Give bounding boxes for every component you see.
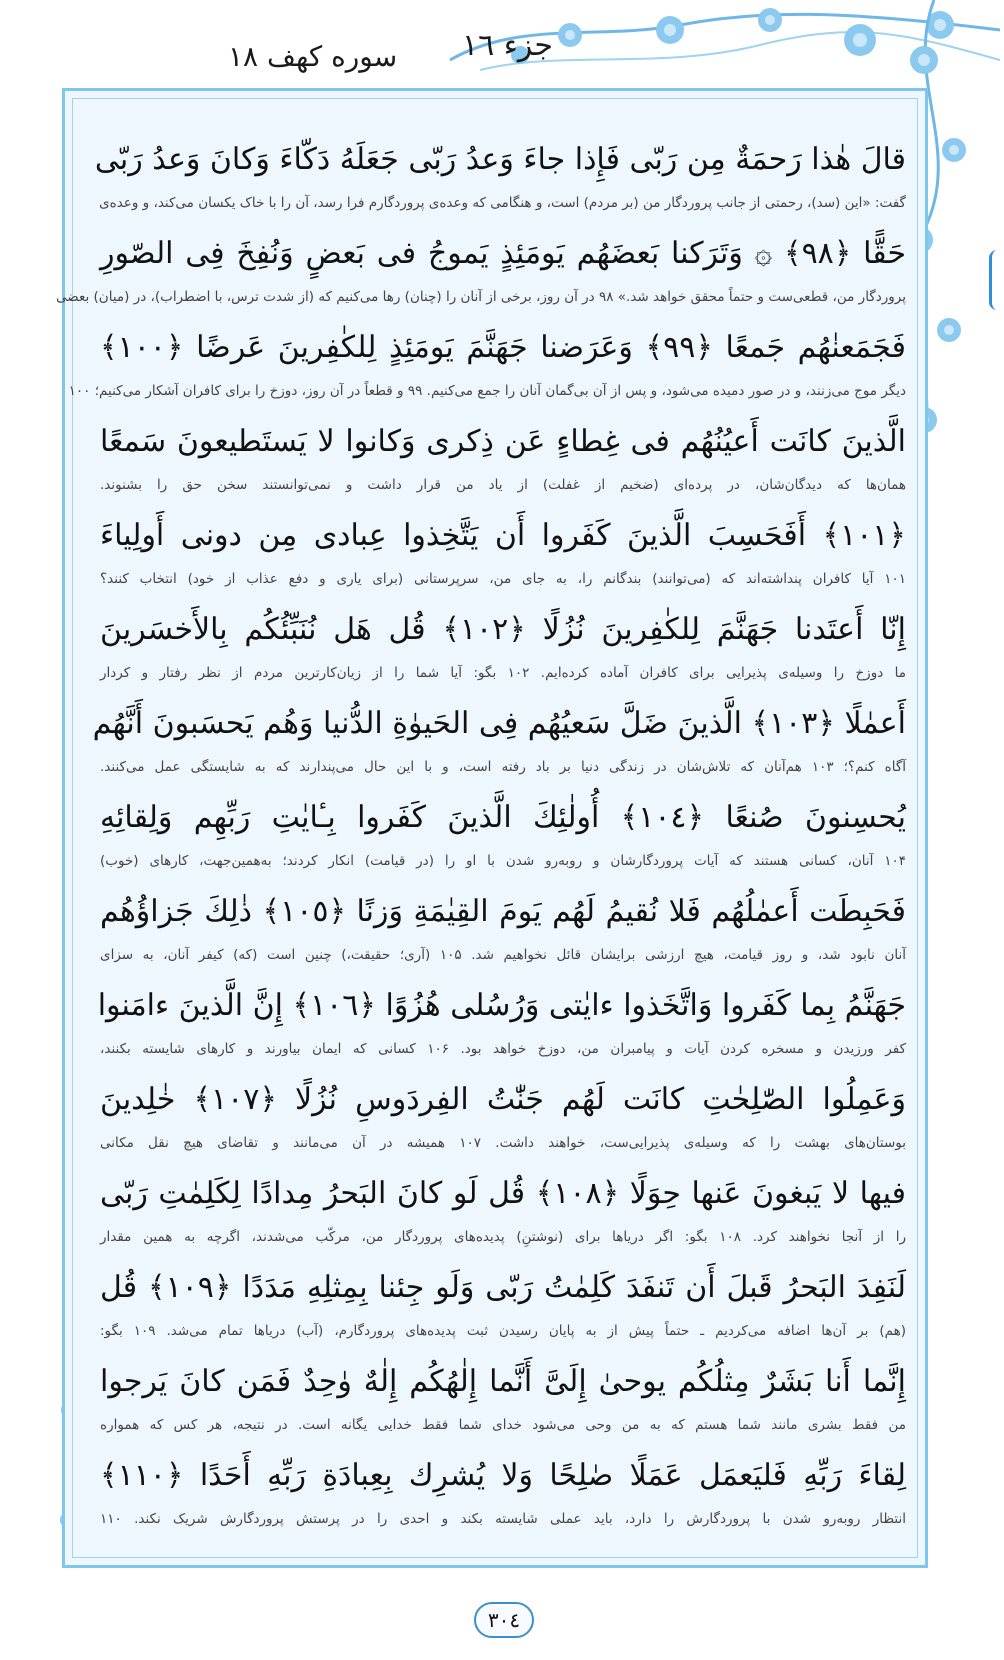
- arabic-text: أَعمٰلًا ﴿١٠٣﴾ الَّذينَ ضَلَّ سَعيُهُم فِى الحَيوٰةِ الدُّنيا وَهُم يَحسَبونَ أَنَّهُم: [92, 706, 906, 741]
- page-header: [0, 0, 1004, 90]
- verse-line: [100, 788, 906, 882]
- page-number-ornament: [462, 1594, 542, 1644]
- surah-label: سوره كهف ١٨: [228, 40, 398, 73]
- persian-translation: (هم) بر آن‌ها اضافه می‌کردیم ـ حتماً پیش از به پایان رسیدن ثبت پدیده‌های پروردگارم، (آب) دریاها تمام می‌شد. ۱۰۹ بگو:: [100, 1323, 906, 1339]
- arabic-text: فيها لا يَبغونَ عَنها حِوَلًا ﴿١٠٨﴾ قُل لَو كانَ البَحرُ مِدادًا لِكَلِمٰتِ رَبّى: [100, 1176, 906, 1211]
- persian-translation: همان‌ها که دیدگان‌شان، در پرده‌ای (ضخیم از غفلت) از یاد من قرار داشت و نمی‌توانستند سخن حق را بشنوند.: [100, 477, 906, 493]
- persian-translation: دیگر موج می‌زنند، و در صور دمیده می‌شود، و پس از آن بی‌گمان آنان را جمع می‌کنیم. ۹۹ و قطعاً در آن روز، دوزخ را برای کافران آشکار می‌کنیم؛ ۱۰۰: [68, 383, 906, 399]
- persian-translation: پروردگار من، قطعی‌ست و حتماً محقق خواهد شد.» ۹۸ در آن روز، برخی از آنان را (چنان) رها می‌کنیم که (از شدت ترس، با اضطراب)، در (میان) بعضی: [56, 289, 906, 305]
- juz-label: جزء ١٦: [462, 28, 553, 63]
- arabic-text: وَعَمِلُوا الصّٰلِحٰتِ كانَت لَهُم جَنّٰتُ الفِردَوسِ نُزُلًا ﴿١٠٧﴾ خٰلِدينَ: [100, 1082, 906, 1117]
- verse-line: [97, 976, 907, 1070]
- verse-line: [100, 412, 906, 506]
- persian-translation: انتظار روبه‌رو شدن با پروردگارش را دارد، باید عملی شایسته بکند و احدی را در پرستش پروردگارش شریک نکند. ۱۱۰: [100, 1511, 906, 1527]
- page-edge-marker: [989, 250, 1004, 310]
- verse-line: [100, 1164, 906, 1258]
- arabic-text: جَهَنَّمُ بِما كَفَروا وَاتَّخَذوا ءايٰتى وَرُسُلى هُزُوًا ﴿١٠٦﴾ إِنَّ الَّذينَ ءامَنوا: [97, 988, 906, 1023]
- arabic-text: إِنَّما أَنا بَشَرٌ مِثلُكُم يوحىٰ إِلَىَّ أَنَّما إِلٰهُكُم إِلٰهٌ وٰحِدٌ فَمَن كانَ يَرجوا: [100, 1364, 906, 1399]
- persian-translation: ۱۰۱ آیا کافران پنداشته‌اند که (می‌توانند) بندگانم را، به جای من، سرپرستانی (برای یاری و دفع عذاب از خود) انتخاب کنند؟: [100, 571, 906, 587]
- verse-line: [100, 600, 906, 694]
- verse-line: [100, 882, 906, 976]
- verse-line: [92, 694, 906, 788]
- arabic-text: الَّذينَ كانَت أَعيُنُهُم فى غِطاءٍ عَن ذِكرى وَكانوا لا يَستَطيعونَ سَمعًا: [100, 424, 906, 459]
- persian-translation: ما دوزخ را وسیله‌ی پذیرایی برای کافران آماده کرده‌ایم. ۱۰۲ بگو: آیا شما را از زیان‌کارترین مردم از نظر رفتار و کردار: [100, 665, 906, 681]
- arabic-text: ﴿١٠١﴾ أَفَحَسِبَ الَّذينَ كَفَروا أَن يَتَّخِذوا عِبادى مِن دونى أَولِياءَ: [100, 518, 906, 553]
- arabic-text: فَجَمَعنٰهُم جَمعًا ﴿٩٩﴾ وَعَرَضنا جَهَنَّمَ يَومَئِذٍ لِلكٰفِرينَ عَرضًا ﴿١٠٠﴾: [100, 330, 906, 365]
- persian-translation: ۱۰۴ آنان، کسانی هستند که آیات پروردگارشان و روبه‌رو شدن با او را (در قیامت) انکار کردند؛ به‌همین‌جهت، کارهای (خوب): [100, 853, 906, 869]
- verse-line: [56, 224, 906, 318]
- persian-translation: گفت: «این (سد)، رحمتی از جانب پروردگار من (بر مردم) است، و هنگامی که وعده‌ی پروردگارم فرا رسد، آن را با خاک یکسان می‌کند، و وعده‌ی: [99, 195, 906, 211]
- verse-line: [100, 506, 906, 600]
- persian-translation: کفر ورزیدن و مسخره کردن آیات و پیامبران من، دوزخ خواهد بود. ۱۰۶ کسانی که ایمان بیاورند و کارهای شایسته بکنند،: [100, 1041, 907, 1057]
- verse-line: [94, 130, 906, 224]
- arabic-text: حَقًّا ﴿٩٨﴾ ۞ وَتَرَكنا بَعضَهُم يَومَئِذٍ يَموجُ فى بَعضٍ وَنُفِخَ فِى الصّورِ: [100, 236, 906, 271]
- arabic-text: قالَ هٰذا رَحمَةٌ مِن رَبّى فَإِذا جاءَ وَعدُ رَبّى جَعَلَهُ دَكّاءَ وَكانَ وَعدُ رَبّى: [94, 142, 906, 177]
- verse-content: [56, 130, 907, 1540]
- persian-translation: آگاه کنم؟؛ ۱۰۳ هم‌آنان که تلاش‌شان در زندگی دنیا بر باد رفته است، و با این حال می‌پندارند که به شایستگی عمل می‌کنند.: [100, 759, 906, 775]
- arabic-text: لَنَفِدَ البَحرُ قَبلَ أَن تَنفَدَ كَلِمٰتُ رَبّى وَلَو جِئنا بِمِثلِهِ مَدَدًا ﴿١٠٩﴾ قُل: [100, 1270, 906, 1305]
- persian-translation: بوستان‌های بهشت را که وسیله‌ی پذیرایی‌ست، خواهند داشت. ۱۰۷ همیشه در آن می‌مانند و تقاضای هیچ نقل مکانی: [100, 1135, 907, 1151]
- persian-translation: را از آنجا نخواهند کرد. ۱۰۸ بگو: اگر دریاها برای (نوشتنِ) پدیده‌های پروردگار من، مرکّب می‌شدند، اگرچه به همین مقدار: [100, 1229, 906, 1245]
- arabic-text: يُحسِنونَ صُنعًا ﴿١٠٤﴾ أُولٰئِكَ الَّذينَ كَفَروا بِـٔايٰتِ رَبِّهِم وَلِقائِهِ: [100, 800, 906, 835]
- verse-line: [100, 1070, 906, 1164]
- persian-translation: آنان نابود شد، و روز قیامت، هیچ ارزشی برایشان قائل نخواهیم شد. ۱۰۵ (آری؛ حقیقت،) چنین است (که) کیفر آنان، به سزای: [100, 947, 906, 963]
- page-number: ٣٠٤: [474, 1602, 534, 1638]
- verse-line: [100, 1258, 906, 1352]
- verse-line: [68, 318, 906, 412]
- verse-line: [100, 1446, 906, 1540]
- arabic-text: إِنّا أَعتَدنا جَهَنَّمَ لِلكٰفِرينَ نُزُلًا ﴿١٠٢﴾ قُل هَل نُنَبِّئُكُم بِالأَخسَرينَ: [100, 612, 906, 647]
- arabic-text: فَحَبِطَت أَعمٰلُهُم فَلا نُقيمُ لَهُم يَومَ القِيٰمَةِ وَزنًا ﴿١٠٥﴾ ذٰلِكَ جَزاؤُهُم: [100, 894, 906, 929]
- verse-line: [100, 1352, 906, 1446]
- arabic-text: لِقاءَ رَبِّهِ فَليَعمَل عَمَلًا صٰلِحًا وَلا يُشرِك بِعِبادَةِ رَبِّهِ أَحَدًا ﴿١١٠﴾: [100, 1458, 906, 1493]
- persian-translation: من فقط بشری مانند شما هستم که به من وحی می‌شود خدای شما فقط خدایی یگانه است. در نتیجه، هر کس که همواره: [100, 1417, 906, 1433]
